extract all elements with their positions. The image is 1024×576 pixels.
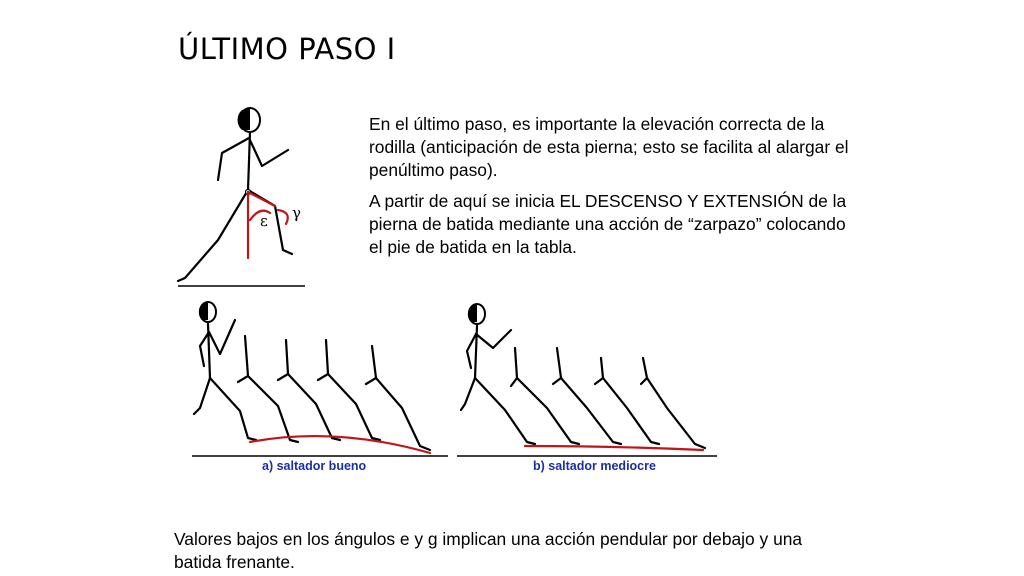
angle-annotation xyxy=(248,192,301,258)
bottom-conclusion-text: Valores bajos en los ángulos e y g implican una acción pendular por debajo y una batida frenante. xyxy=(174,529,803,572)
figure-a-caption: a) saltador bueno xyxy=(262,459,367,473)
last-step-stick-figure xyxy=(170,98,320,293)
page-title: ÚLTIMO PASO I xyxy=(178,32,396,66)
figure-good-jumper xyxy=(190,296,450,476)
stick-figure-sequence-b xyxy=(457,304,717,456)
epsilon-label: ε xyxy=(260,212,268,230)
paragraph-descent-extension: A partir de aquí se inicia EL DESCENSO Y EXTENSIÓN de la pierna de batida mediante una acción de “zarpazo” colocando el pie de batida en la tabla. xyxy=(369,191,847,257)
runner-figure xyxy=(178,108,305,286)
figure-mediocre-jumper xyxy=(455,296,720,476)
figure-b-caption: b) saltador mediocre xyxy=(533,459,656,473)
paragraph-knee-elevation: En el último paso, es importante la elevación correcta de la rodilla (anticipación de esta pierna; esto se facilita al alargar el penúltimo paso). xyxy=(369,114,849,180)
gamma-label: γ xyxy=(292,204,301,222)
stick-figure-sequence xyxy=(192,302,448,456)
